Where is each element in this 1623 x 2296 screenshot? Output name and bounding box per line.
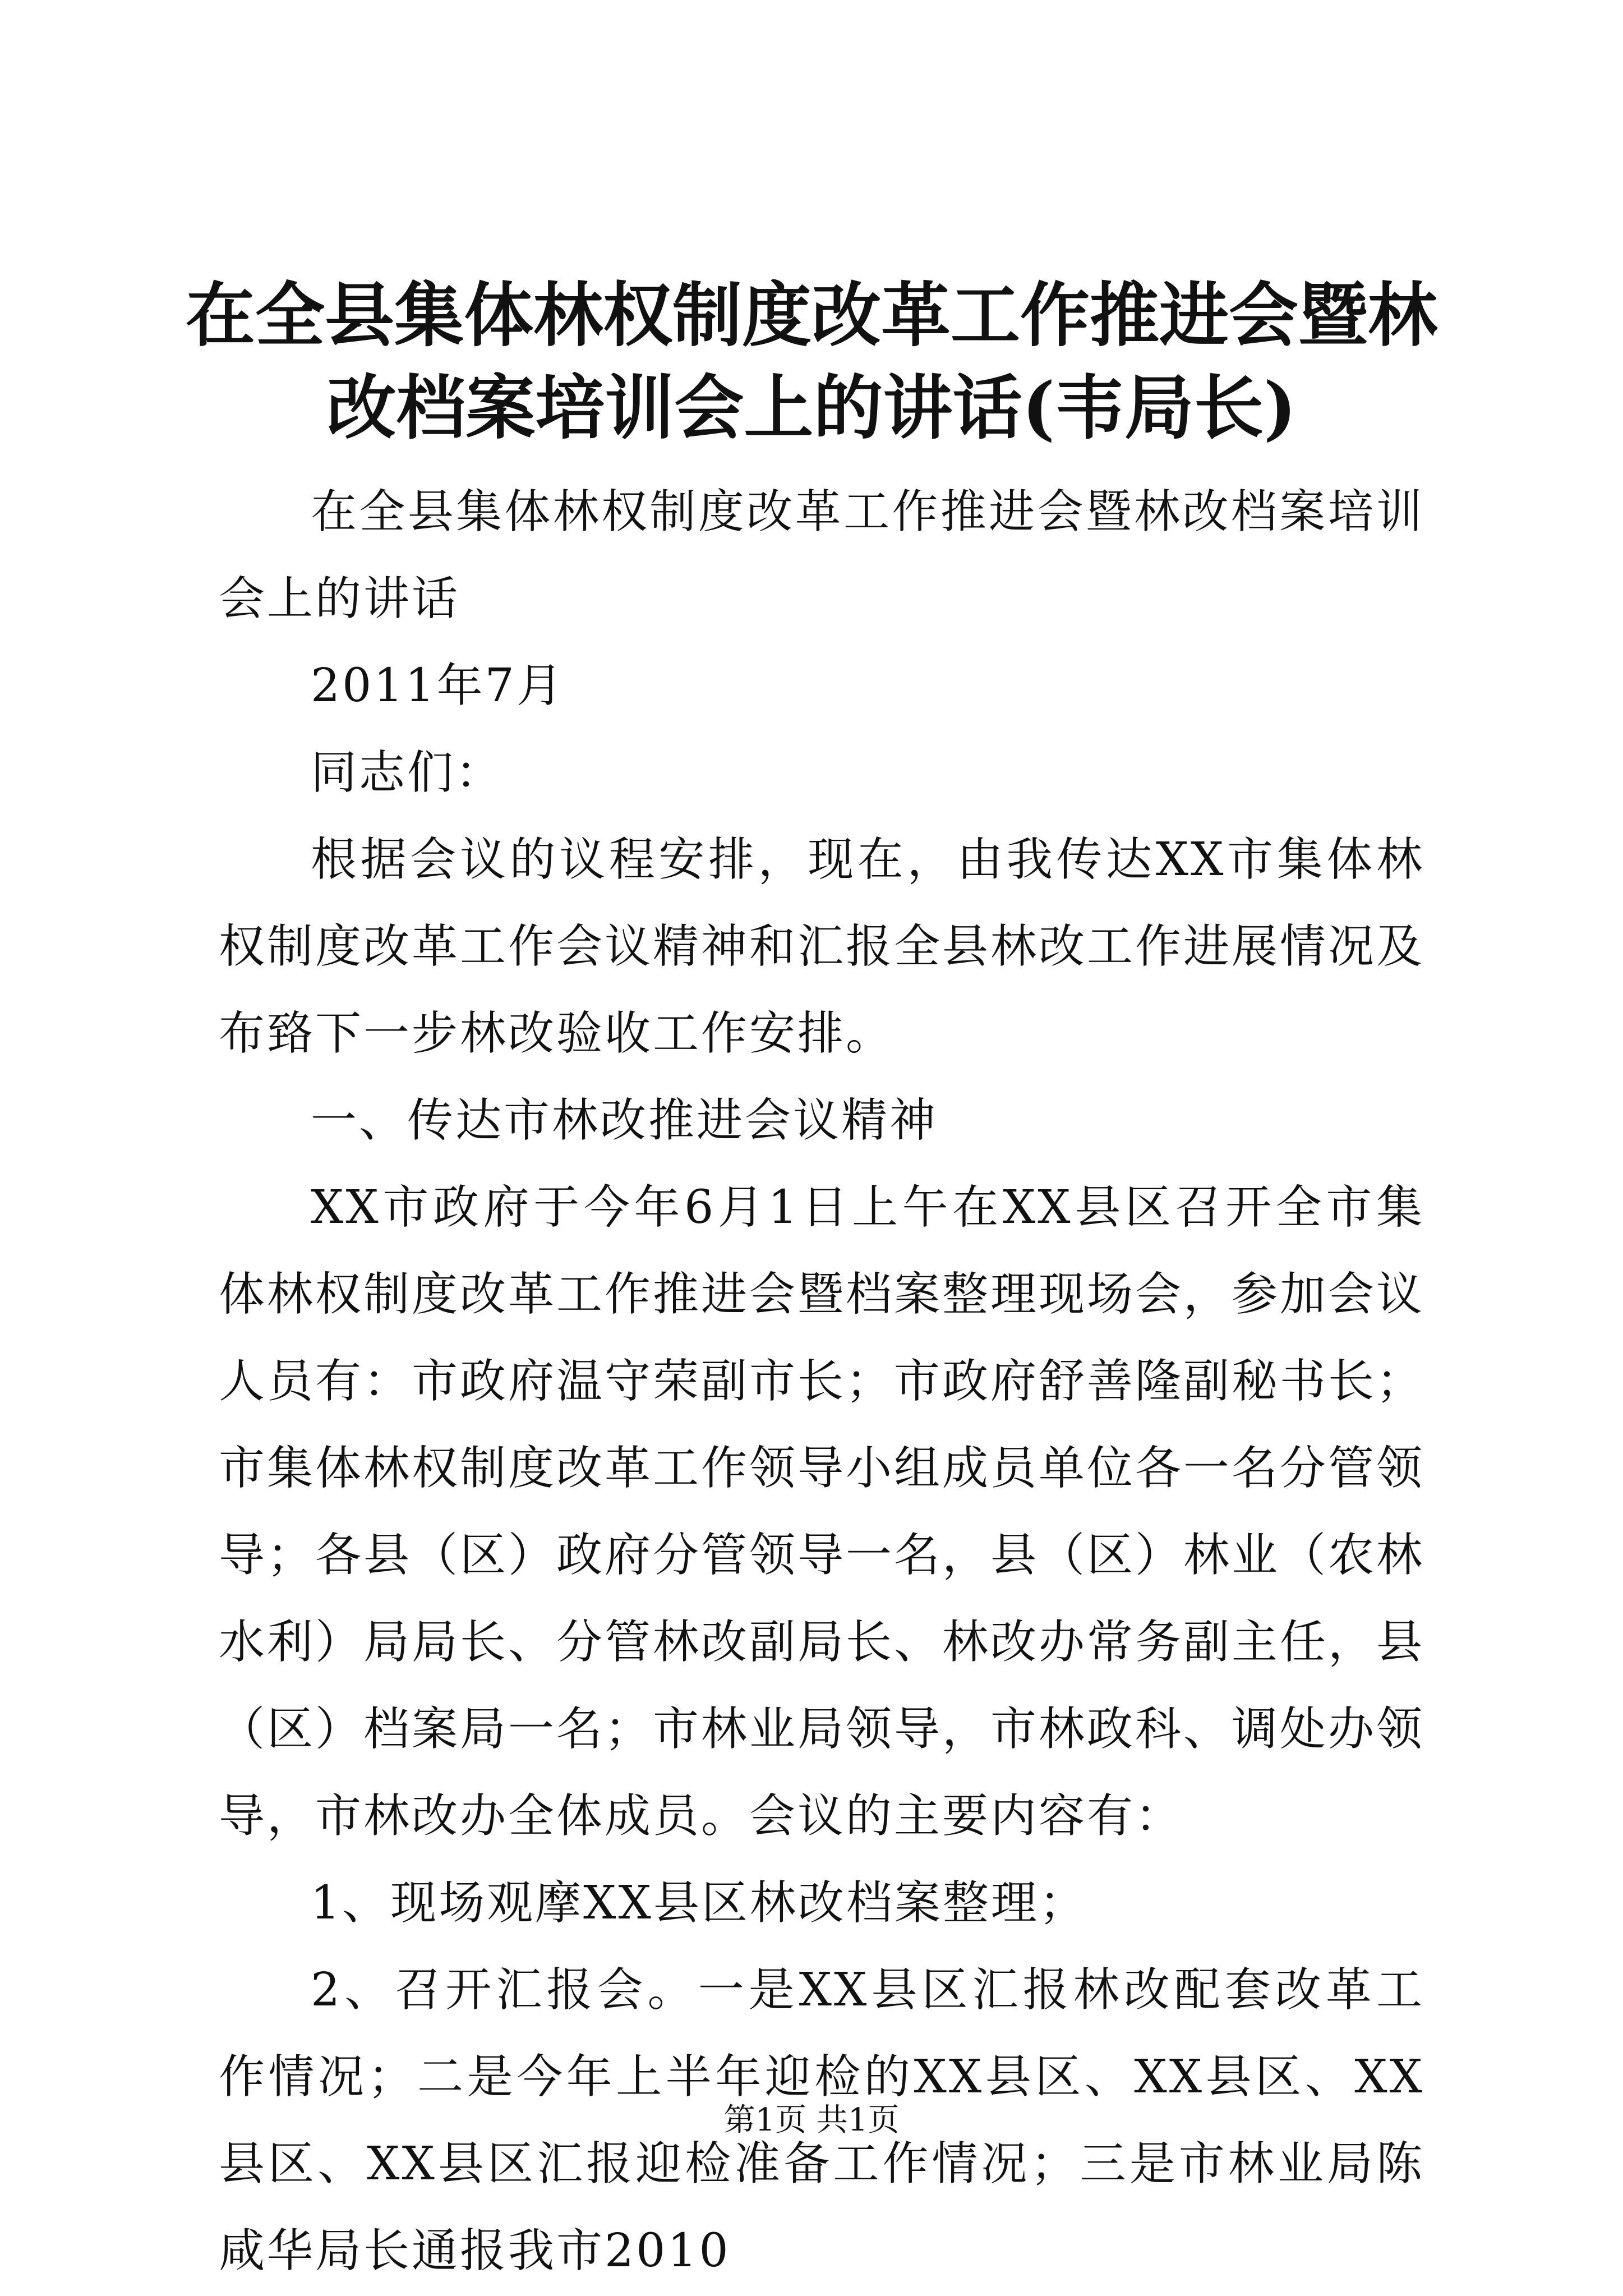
intro-paragraph: 根据会议的议程安排，现在，由我传达XX市集体林权制度改革工作会议精神和汇报全县林改工作进展情况及布臵下一步林改验收工作安排。	[219, 833, 1425, 1060]
section-heading: 一、传达市林改推进会议精神	[311, 1094, 938, 1147]
date-paragraph: 2011年7月	[311, 659, 565, 712]
list-item-1: 1、现场观摩XX县区林改档案整理；	[311, 1876, 1087, 1930]
subtitle-paragraph: 在全县集体林权制度改革工作推进会暨林改档案培训会上的讲话	[219, 485, 1424, 625]
list-item-2: 2、召开汇报会。一是XX县区汇报林改配套改革工作情况；二是今年上半年迎检的XX县区、XX县区、XX县区、XX县区汇报迎检准备工作情况；三是市林业局陈咸华局长通报我市2010	[219, 1963, 1424, 2277]
document-body	[219, 468, 1424, 2294]
salutation-paragraph: 同志们：	[311, 746, 504, 799]
document-title: 在全县集体林权制度改革工作推进会暨林改档案培训会上的讲话(韦局长)	[185, 275, 1437, 449]
meeting-paragraph: XX市政府于今年6月1日上午在XX县区召开全市集体林权制度改革工作推进会暨档案整理现场会，参加会议人员有：市政府温守荣副市长；市政府舒善隆副秘书长；市集体林权制度改革工作领导小组成员单位各一名分管领导；各县（区）政府分管领导一名，县（区）林业（农林水利）局局长、分管林改副局长、林改办常务副主任，县（区）档案局一名；市林业局领导，市林政科、调处办领导，市林改办全体成员。会议的主要内容有：	[219, 1181, 1425, 1843]
page-footer: 第1页 共1页	[723, 2102, 900, 2138]
